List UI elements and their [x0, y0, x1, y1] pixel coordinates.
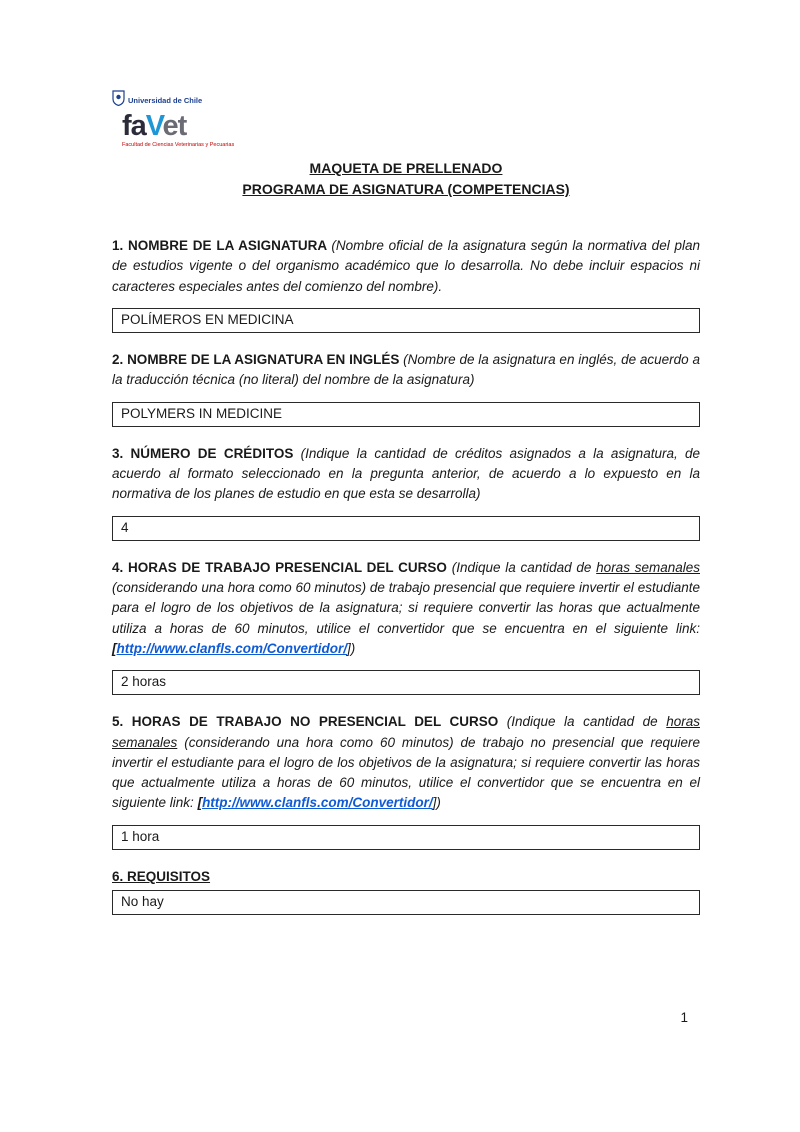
convertidor-link[interactable]: http://www.clanfls.com/Convertidor/ — [202, 795, 433, 811]
heading-text: 4. HORAS DE TRABAJO PRESENCIAL DEL CURSO — [112, 559, 452, 575]
heading-text: horas semanales — [112, 714, 700, 750]
heading-text: 6. REQUISITOS — [112, 868, 211, 884]
university-crest-icon — [112, 90, 125, 111]
heading-text: (Nombre oficial de la asignatura según la normativa del plan de estudios vigente o del organismo académico que lo desarrolla. No debe incluir espacios ni caracteres especiales antes del comienzo del nombre). — [112, 238, 700, 294]
heading-text: (Indique la cantidad de — [451, 559, 597, 575]
heading-text: (considerando una hora como 60 minutos) de trabajo no presencial que requiere invertir el estudiante para el logro de los objetivos de la asignatura; si requiere convertir las horas que actualmente utiliza a horas de 60 minutos, utilice el convertidor que se encuentra en el siguiente link: — [112, 734, 700, 811]
section-horas-trabajo-no-presencial — [112, 712, 700, 850]
logo-text-v: V — [145, 110, 163, 142]
convertidor-link[interactable]: http://www.clanfls.com/Convertidor/ — [116, 640, 348, 656]
section-heading-horas-trabajo-no-presencial — [112, 712, 700, 813]
answer-box-numero-creditos: 4 — [112, 516, 700, 541]
page-number: 1 — [680, 1010, 688, 1025]
heading-text: horas semanales — [596, 559, 700, 575]
heading-text: [ — [197, 795, 203, 811]
faculty-subtitle: Facultad de Ciencias Veterinarias y Pecuarias — [122, 142, 235, 148]
section-heading-requisitos — [112, 867, 700, 887]
answer-box-nombre-asignatura-ingles: POLYMERS IN MEDICINE — [112, 402, 700, 427]
answer-box-nombre-asignatura: POLÍMEROS EN MEDICINA — [112, 308, 700, 333]
section-heading-horas-trabajo-presencial — [112, 558, 700, 659]
heading-text: 5. HORAS DE TRABAJO NO PRESENCIAL DEL CURSO — [112, 714, 507, 730]
sections — [112, 236, 700, 915]
title-line-1: MAQUETA DE PRELLENADO — [309, 160, 503, 176]
logo-top-row — [112, 90, 232, 111]
section-heading-nombre-asignatura — [112, 236, 700, 297]
heading-text: 1. NOMBRE DE LA ASIGNATURA — [112, 238, 332, 253]
section-numero-creditos — [112, 444, 700, 541]
heading-text: (Indique la cantidad de créditos asignados a la asignatura, de acuerdo al formato seleccionado en la pregunta anterior, de acuerdo a lo expuesto en la normativa de los planes de estudio en que esta se desarrolla) — [112, 445, 700, 502]
heading-text: ]) — [347, 640, 356, 656]
section-requisitos — [112, 867, 700, 916]
heading-text: 2. NOMBRE DE LA ASIGNATURA EN INGLÉS — [112, 352, 404, 367]
title-line-2: PROGRAMA DE ASIGNATURA (COMPETENCIAS) — [242, 181, 570, 197]
section-nombre-asignatura — [112, 236, 700, 333]
section-horas-trabajo-presencial — [112, 558, 700, 696]
section-nombre-asignatura-ingles — [112, 350, 700, 427]
heading-text: [ — [112, 640, 117, 656]
document-title — [112, 158, 700, 200]
heading-text: 3. NÚMERO DE CRÉDITOS — [112, 445, 301, 461]
favet-wordmark — [122, 112, 232, 141]
university-logo — [112, 90, 235, 148]
heading-text: (Indique la cantidad de — [506, 714, 667, 730]
section-heading-nombre-asignatura-ingles — [112, 350, 700, 391]
section-heading-numero-creditos — [112, 444, 700, 505]
university-name: Universidad de Chile — [128, 96, 203, 105]
answer-box-requisitos: No hay — [112, 890, 700, 915]
heading-text: (Nombre de la asignatura en inglés, de acuerdo a la traducción técnica (no literal) del nombre de la asignatura) — [112, 352, 700, 388]
heading-text: (considerando una hora como 60 minutos) de trabajo presencial que requiere invertir el estudiante para el logro de los objetivos de la asignatura; si requiere convertir las horas que actualmente utiliza a horas de 60 minutos, utilice el convertidor que se encuentra en el siguiente link: — [112, 580, 700, 636]
answer-box-horas-trabajo-presencial: 2 horas — [112, 670, 700, 695]
answer-box-horas-trabajo-no-presencial: 1 hora — [112, 825, 700, 850]
logo-text-et: et — [162, 110, 187, 142]
logo-text-fa: fa — [122, 110, 146, 142]
heading-text: ]) — [432, 795, 441, 811]
